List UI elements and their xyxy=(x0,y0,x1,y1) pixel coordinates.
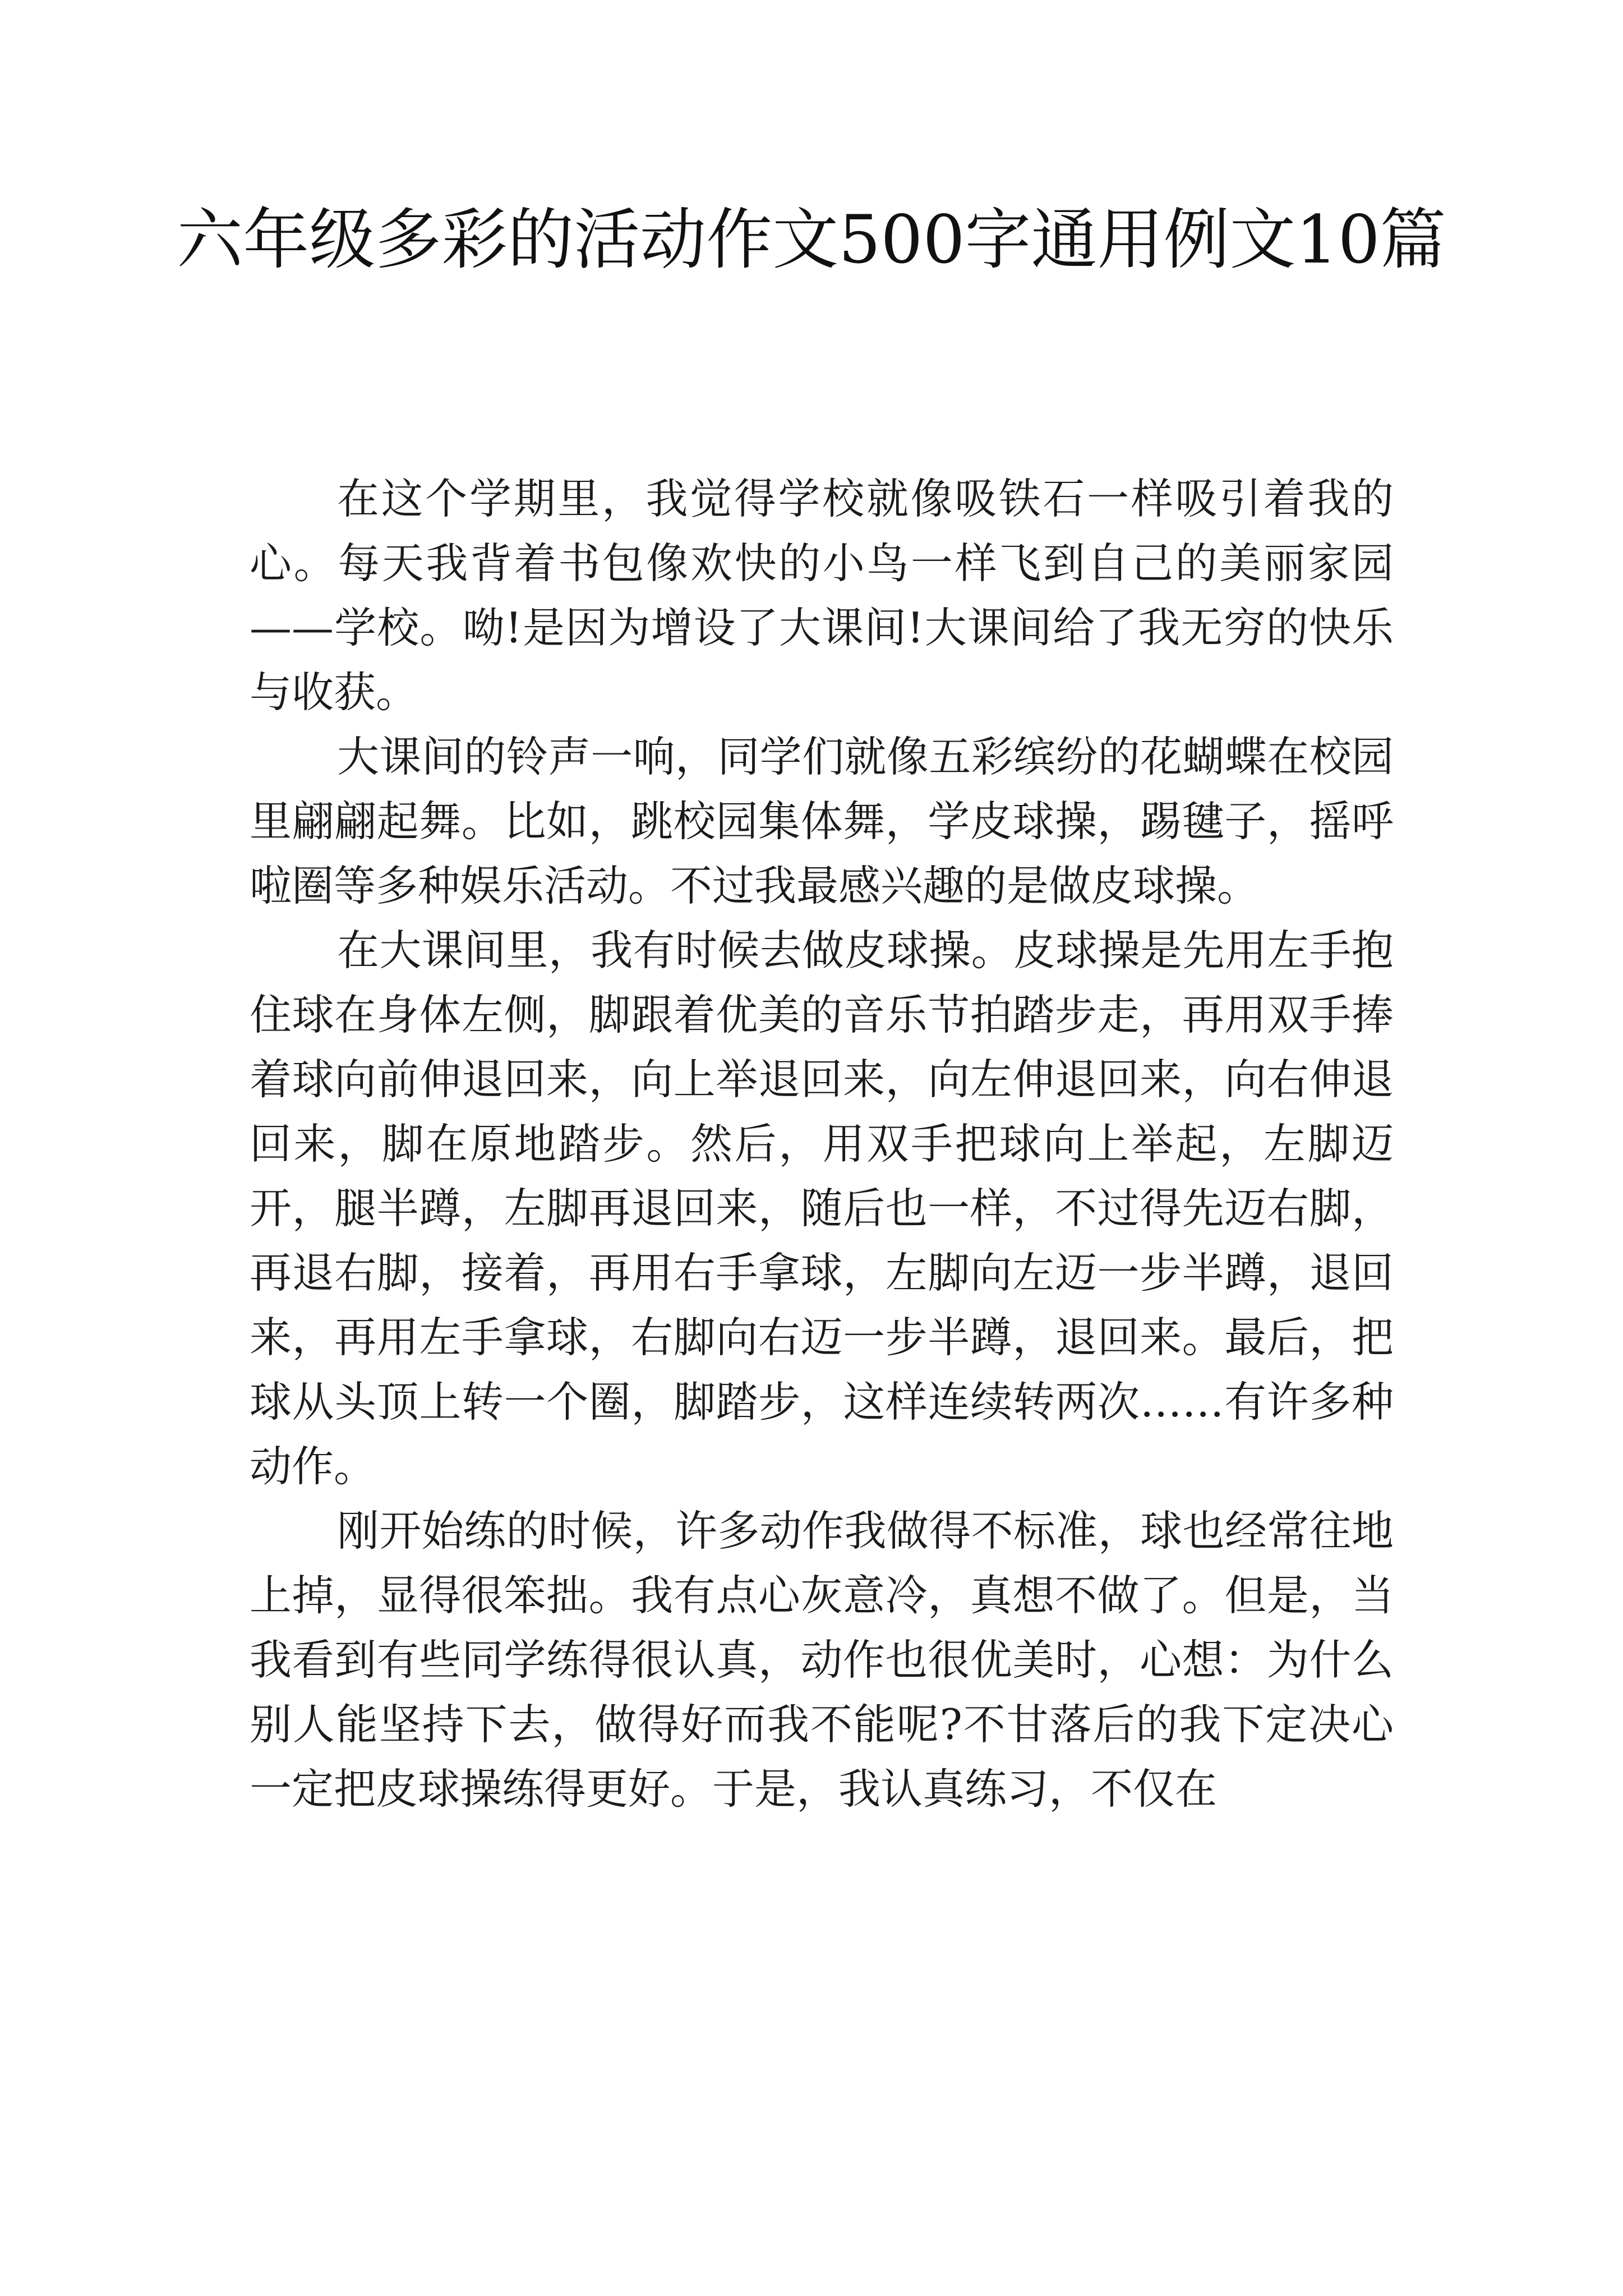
paragraph: 大课间的铃声一响，同学们就像五彩缤纷的花蝴蝶在校园里翩翩起舞。比如，跳校园集体舞，学皮球操，踢毽子，摇呼啦圈等多种娱乐活动。不过我最感兴趣的是做皮球操。 xyxy=(250,732,1394,910)
document-title: 六年级多彩的活动作文500字通用例文10篇 xyxy=(177,201,1446,278)
paragraph: 在大课间里，我有时候去做皮球操。皮球操是先用左手抱住球在身体左侧，脚跟着优美的音乐节拍踏步走，再用双手捧着球向前伸退回来，向上举退回来，向左伸退回来，向右伸退回来，脚在原地踏步。然后，用双手把球向上举起，左脚迈开，腿半蹲，左脚再退回来，随后也一样，不过得先迈右脚，再退右脚，接着，再用右手拿球，左脚向左迈一步半蹲，退回来，再用左手拿球，右脚向右迈一步半蹲，退回来。最后，把球从头顶上转一个圈，脚踏步，这样连续转两次……有许多种动作。 xyxy=(250,926,1394,1491)
paragraph: 刚开始练的时候，许多动作我做得不标准，球也经常往地上掉，显得很笨拙。我有点心灰意冷，真想不做了。但是，当我看到有些同学练得很认真，动作也很优美时，心想：为什么别人能坚持下去，做得好而我不能呢?不甘落后的我下定决心一定把皮球操练得更好。于是，我认真练习，不仅在 xyxy=(250,1506,1394,1814)
document-body xyxy=(250,467,1394,1821)
paragraph: 在这个学期里，我觉得学校就像吸铁石一样吸引着我的心。每天我背着书包像欢快的小鸟一样飞到自己的美丽家园——学校。呦!是因为增设了大课间!大课间给了我无穷的快乐与收获。 xyxy=(250,474,1394,717)
